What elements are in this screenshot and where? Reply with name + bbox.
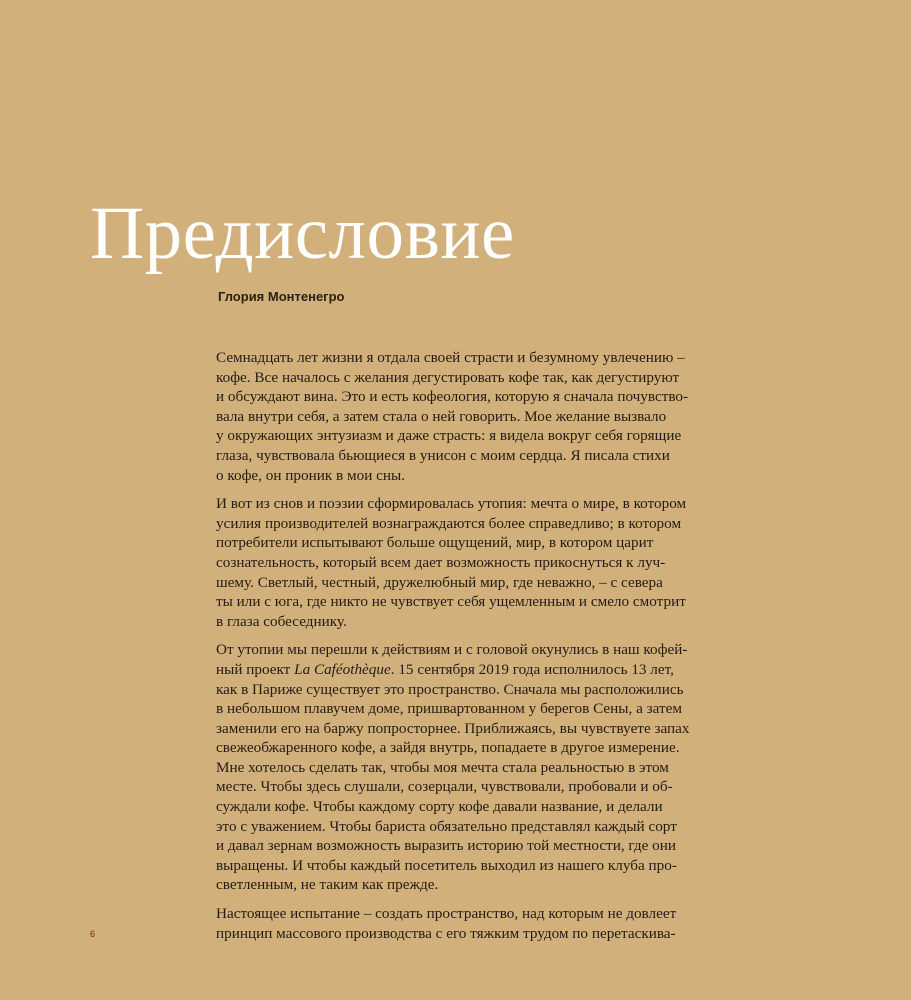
text-line: Семнадцать лет жизни я отдала своей страсти и безумному увлечению – [216,349,685,366]
text-line: вала внутри себя, а затем стала о ней говорить. Мое желание вызвало [216,407,667,425]
text-line: и давал зернам возможность выразить историю той местности, где они [216,837,676,855]
paragraph-1 [216,348,716,485]
page-title: Предисловие [90,192,515,275]
paragraph-4 [216,904,716,943]
text-line: в небольшом плавучем доме, пришвартованном у берегов Сены, а затем [216,700,682,718]
text-line: у окружающих энтузиазм и даже страсть: я видела вокруг себя горящие [216,427,682,445]
text-line: потребители испытывают больше ощущений, мир, в котором царит [216,534,654,552]
author-name: Глория Монтенегро [218,289,345,304]
text-line: ты или с юга, где никто не чувствует себя ущемленным и смело смотрит [216,593,686,611]
text-line: От утопии мы перешли к действиям и с головой окунулись в наш кофей- [216,641,688,659]
text-segment: . 15 сентября 2019 года исполнилось 13 лет, [390,660,674,678]
paragraph-3 [216,640,716,895]
text-line: шему. Светлый, честный, дружелюбный мир, где неважно, – с севера [216,573,663,591]
text-line: И вот из снов и поэзии сформировалась утопия: мечта о мире, в котором [216,495,687,513]
text-line: усилия производителей вознаграждаются более справедливо; в котором [216,514,682,532]
text-line: сознательность, который всем дает возможность прикоснуться к луч- [216,553,666,571]
text-line: это с уважением. Чтобы бариста обязательно представлял каждый сорт [216,817,677,835]
paragraph-2 [216,494,716,631]
text-line: Настоящее испытание – создать пространство, над которым не довлеет [216,905,677,923]
text-line: и обсуждают вина. Это и есть кофеология, которую я сначала почувство- [216,388,689,406]
text-segment: ный проект [216,660,295,678]
text-line [216,660,716,680]
text-line: месте. Чтобы здесь слушали, созерцали, чувствовали, пробовали и об- [216,778,673,796]
text-line: в глаза собеседнику. [216,612,347,630]
brand-name: La Caféothèque [294,660,391,678]
text-line: заменили его на баржу попросторнее. Приближаясь, вы чувствуете запах [216,719,690,737]
text-line: суждали кофе. Чтобы каждому сорту кофе давали название, и делали [216,798,663,816]
text-line: свежеобжаренного кофе, а зайдя внутрь, попадаете в другое измерение. [216,739,680,757]
text-line: принцип массового производства с его тяжким трудом по перетаскива- [216,924,676,942]
text-line: как в Париже существует это пространство. Сначала мы расположились [216,680,684,698]
text-line: Мне хотелось сделать так, чтобы моя мечта стала реальностью в этом [216,758,669,776]
page-number: 6 [90,929,96,939]
body-text [216,348,716,952]
text-line: глаза, чувствовала бьющиеся в унисон с моим сердца. Я писала стихи [216,446,670,464]
text-line: выращены. И чтобы каждый посетитель выходил из нашего клуба про- [216,856,677,874]
text-line: светленным, не таким как прежде. [216,876,439,894]
text-line: кофе. Все началось с желания дегустировать кофе так, как дегустируют [216,368,680,386]
text-line: о кофе, он проник в мои сны. [216,466,405,484]
